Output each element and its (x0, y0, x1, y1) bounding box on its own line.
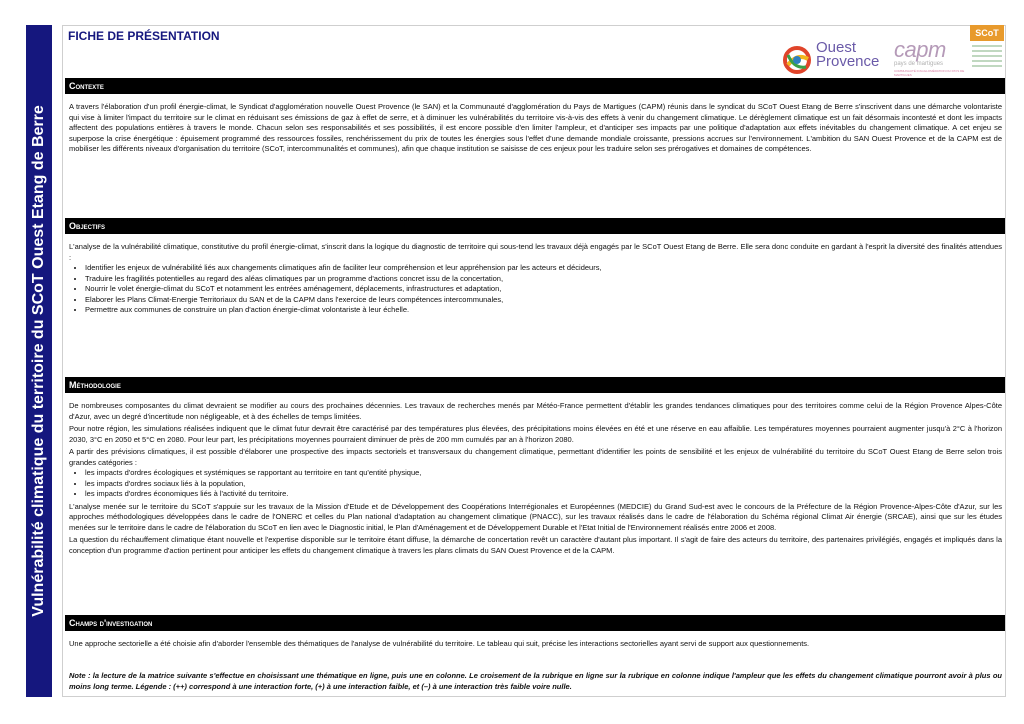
section-header-champs: Champs d'investigation (65, 615, 1005, 631)
contexte-text (69, 102, 1002, 155)
ouest-provence-line-1: Ouest (816, 39, 857, 56)
methodologie-p3: A partir des prévisions climatiques, il est possible d'élaborer une prospective des impacts sectoriels et transversaux du changement climatique, permettant d'identifier les points de sensibilité et les enjeux de vulnérabilité du territoire du SCoT Ouest Etang de Berre selon trois grandes catégories : (69, 447, 1002, 467)
scot-badge: SCoT (970, 25, 1004, 41)
methodologie-p1: De nombreuses composantes du climat devraient se modifier au cours des prochaines décennies. Les travaux de recherches menés par Météo-France permettent d'établir les grandes tendances climatiques pour des territoires comme celui de la Région Provence Alpes-Côte d'Azur, avec un degré d'incertitude non négligeable, et à des échelles de temps limitées. (69, 401, 1002, 421)
section-header-contexte: Contexte (65, 78, 1005, 94)
page-title: FICHE DE PRÉSENTATION (68, 29, 220, 43)
scot-logo-lines (972, 45, 1002, 70)
objectifs-intro: L'analyse de la vulnérabilité climatique, constitutive du profil énergie-climat, s'inscrit dans la logique du diagnostic de territoire qui sous-tend les travaux déjà engagés par le SCoT Ouest Etang de Berre. Elle sera donc conduite en gardant à l'esprit la diversité des finalités attendues : (69, 242, 1002, 262)
list-item: • Elaborer les Plans Climat-Energie Territoriaux du SAN et de la CAPM dans l'exercice de leurs compétences intercommunales, (85, 295, 1002, 306)
list-item: • Permettre aux communes de construire un plan d'action énergie-climat volontariste à leur échelle. (85, 305, 1002, 316)
capm-logo (892, 39, 968, 77)
list-item: • les impacts d'ordres écologiques et systémiques se rapportant au territoire en tant qu'entité physique, (85, 468, 1002, 479)
section-header-objectifs: Objectifs (65, 218, 1005, 234)
sidebar-title: Vulnérabilité climatique du territoire du SCoT Ouest Etang de Berre (30, 105, 47, 617)
list-item: • Identifier les enjeux de vulnérabilité liés aux changements climatiques afin de faciliter leur compréhension et leur appréhension par les acteurs et décideurs, (85, 263, 1002, 274)
champs-note: Note : la lecture de la matrice suivante s'effectue en choisissant une thématique en ligne, puis une en colonne. Le croisement de la rubrique en ligne sur la rubrique en colonne indique l'ampleur que les effets du changement climatique pourront avoir à plus ou moins long terme. Légende : (++) correspond à une interaction forte, (+) à une interaction faible, et (–) à une interaction très faible voire nulle. (69, 671, 1002, 691)
scot-logo (970, 25, 1004, 77)
methodologie-p4: L'analyse menée sur le territoire du SCoT s'appuie sur les travaux de la Mission d'Etude et de Développement des Coopérations Interrégionales et Européennes (MEDCIE) du Grand Sud-est avec le concours de la Préfecture de la Région Provence-Alpes-Côte d'Azur, sur les approches méthodologiques développées dans le cadre de l'ONERC et celles du Plan national d'adaptation au changement climatique (PNACC), sur les travaux réalisés dans le cadre de l'élaboration du Schéma régional Climat Air énergie (SRCAE), ainsi que sur les études menées sur le territoire dans le cadre de l'élaboration du SCoT en lien avec le Diagnostic initial, le Plan d'Aménagement et de Développement Durable et l'Etat Initial de l'Environnement réalisés entre 2006 et 2008. (69, 501, 1002, 532)
ouest-provence-logo (780, 39, 888, 77)
list-item: • les impacts d'ordres économiques liés à l'activité du territoire. (85, 489, 1002, 500)
ouest-provence-line-2: Provence (816, 53, 880, 70)
list-item: • Nourrir le volet énergie-climat du SCoT et notamment les entrées aménagement, déplacements, infrastructures et adaptation, (85, 284, 1002, 295)
objectifs-text (69, 242, 1002, 316)
capm-tagline: COMMUNAUTÉ D'AGGLOMÉRATION DU PAYS DE MARTIGUES (894, 69, 965, 77)
methodologie-list (69, 468, 1002, 500)
list-item: • Traduire les fragilités potentielles au regard des aléas climatiques par un programme d'actions concret issu de la concertation, (85, 274, 1002, 285)
capm-subtitle: pays de martigues (894, 61, 944, 67)
ouest-provence-wordmark (816, 41, 879, 69)
ouest-provence-swirl-icon (782, 45, 812, 75)
contexte-paragraph: A travers l'élaboration d'un profil énergie-climat, le Syndicat d'agglomération nouvelle Ouest Provence (le SAN) et la Communauté d'agglomération du Pays de Martigues (CAPM) réunis dans le syndicat du SCoT Ouest Etang de Berre s'inscrivent dans une démarche volontariste qui vise à limiter l'impact du territoire sur le climat en réduisant ses émissions de gaz à effet de serre, et à diminuer les vulnérabilités du territoire vis-à-vis des effets à venir du changement climatique. Le dérèglement climatique est un fait désormais incontesté et dont les impacts affectent des populations entières à travers le monde. Chacun selon ses responsabilités et ses possibilités, il est encore possible d'en limiter l'ampleur, et d'anticiper ses impacts par une politique d'adaptation aux effets inévitables du changement climatique. A cet enjeu se superpose la crise énergétique : épuisement programmé des ressources fossiles, renchérissement du prix de toutes les énergies sous l'effet d'une demande mondiale croissante, pressions accrues sur l'environnement. L'ambition du SAN Ouest Provence et de la CAPM est de mobiliser les différents niveaux d'organisation du territoire (SCoT, intercommunalités et communes), afin que chaque institution se saisisse de ces enjeux pour les traduire selon ses prérogatives et domaines de compétences. (69, 102, 1002, 153)
methodologie-text (69, 401, 1002, 556)
objectifs-list (69, 263, 1002, 316)
champs-p1: Une approche sectorielle a été choisie afin d'aborder l'ensemble des thématiques de l'analyse de vulnérabilité du territoire. Le tableau qui suit, précise les interactions sectorielles ayant servi de support aux questionnements. (69, 639, 810, 648)
partner-logos (780, 25, 1006, 77)
methodologie-p5: La question du réchauffement climatique étant nouvelle et l'expertise disponible sur le territoire étant diffuse, la démarche de concertation revêt un caractère d'autant plus important. Il s'agit de faire des acteurs du territoire, des partenaires privilégiés, engagés et impliqués dans la conception d'un programme d'action pertinent pour anticiper les effets du changement climatique à travers les plans climats du SAN Ouest Provence et de la CAPM. (69, 535, 1002, 555)
list-item: • les impacts d'ordres sociaux liés à la population, (85, 479, 1002, 490)
capm-wordmark: capm (894, 37, 946, 62)
champs-text (69, 639, 1002, 650)
section-header-methodologie: Méthodologie (65, 377, 1005, 393)
methodologie-p2: Pour notre région, les simulations réalisées indiquent que le climat futur devrait être caractérisé par des températures plus élevées, des précipitations moins élevées en été et une réserve en eau affaiblie. Les températures moyennes pourraient augmenter jusqu'à 2°C à l'horizon 2030, 3°C en 2050 et 5°C en 2080. Pour leur part, les précipitations moyennes pourraient diminuer de près de 200 mm cumulés par an à l'horizon 2080. (69, 424, 1002, 444)
